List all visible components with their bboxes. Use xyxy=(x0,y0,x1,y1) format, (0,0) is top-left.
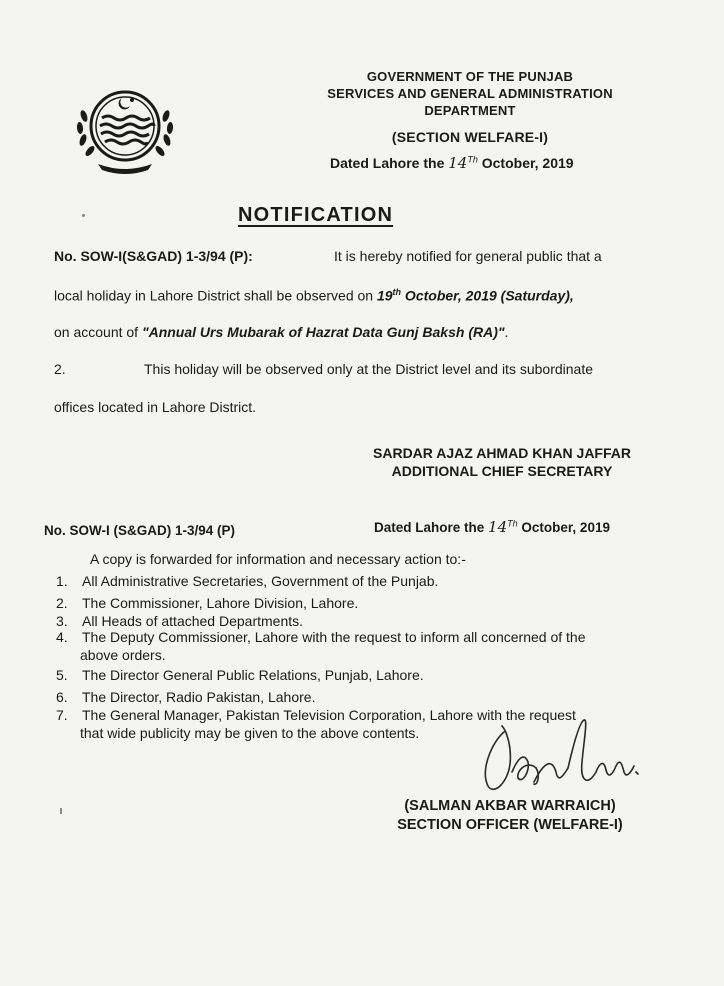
header-line-dept: SERVICES AND GENERAL ADMINISTRATION xyxy=(327,86,613,101)
list-item-number: 1. xyxy=(56,573,68,589)
copy-ref-number: No. SOW-I (S&GAD) 1-3/94 (P) xyxy=(44,523,235,538)
list-item xyxy=(56,595,358,611)
list-item-text: The Director General Public Relations, Punjab, Lahore. xyxy=(82,667,424,683)
handwritten-signature xyxy=(472,712,662,810)
list-item xyxy=(56,689,315,705)
date-day-handwritten: 14 xyxy=(448,154,468,172)
header-line-dept2: DEPARTMENT xyxy=(424,103,516,118)
list-item-number: 6. xyxy=(56,689,68,705)
line3-period: . xyxy=(504,324,509,340)
list-item xyxy=(56,573,438,589)
list-item-text: The Director, Radio Pakistan, Lahore. xyxy=(82,689,316,705)
occasion-name: "Annual Urs Mubarak of Hazrat Data Gunj Baksh (RA)" xyxy=(141,324,505,340)
para2-number: 2. xyxy=(54,361,66,377)
header-date xyxy=(330,154,574,172)
list-item xyxy=(56,613,303,629)
signatory2-title: SECTION OFFICER (WELFARE-I) xyxy=(397,817,623,833)
ref-number: No. SOW-I(S&GAD) 1-3/94 (P): xyxy=(54,248,253,264)
list-item-number: 4. xyxy=(56,629,68,645)
signatory1-name: SARDAR AJAZ AHMAD KHAN JAFFAR xyxy=(373,445,631,461)
para2-line-1: This holiday will be observed only at the District level and its subordinate xyxy=(144,361,594,377)
copy-date-suffix: October, 2019 xyxy=(521,520,610,535)
para2-line-2: offices located in Lahore District. xyxy=(54,399,257,415)
scan-dot xyxy=(82,214,85,217)
line3-text: on account of xyxy=(54,324,142,340)
date-suffix: October, 2019 xyxy=(481,155,574,171)
notification-title: NOTIFICATION xyxy=(238,204,394,226)
header-section: (SECTION WELFARE-I) xyxy=(391,129,549,145)
list-item-number: 3. xyxy=(56,613,68,629)
copy-date-sup: Th xyxy=(507,518,518,529)
list-item-continuation: above orders. xyxy=(80,647,166,663)
list-item-text: The Commissioner, Lahore Division, Lahore. xyxy=(82,595,359,611)
copy-intro: A copy is forwarded for information and necessary action to:- xyxy=(90,551,466,567)
list-item xyxy=(56,667,424,683)
signatory2-name: (SALMAN AKBAR WARRAICH) xyxy=(404,798,616,814)
date-sup: Th xyxy=(467,154,478,165)
list-item-text: The General Manager, Pakistan Television Corporation, Lahore with the request xyxy=(82,707,576,723)
list-item-number: 7. xyxy=(56,707,68,723)
copy-date xyxy=(374,518,610,536)
header-line-govt: GOVERNMENT OF THE PUNJAB xyxy=(366,69,574,84)
punjab-emblem-logo xyxy=(70,78,180,178)
holiday-day-sup: th xyxy=(392,287,402,297)
holiday-day: 19 xyxy=(376,287,393,304)
date-prefix: Dated Lahore the xyxy=(330,155,445,171)
list-item-text: The Deputy Commissioner, Lahore with the request to inform all concerned of the xyxy=(82,629,586,645)
holiday-date: October, 2019 (Saturday), xyxy=(401,287,574,304)
list-item-text: All Administrative Secretaries, Government of the Punjab. xyxy=(82,573,439,589)
copy-date-day-handwritten: 14 xyxy=(488,518,508,536)
notification-line-3 xyxy=(54,324,508,340)
copy-date-prefix: Dated Lahore the xyxy=(374,520,485,535)
list-item-continuation: that wide publicity may be given to the above contents. xyxy=(80,725,420,741)
list-item-number: 5. xyxy=(56,667,68,683)
list-item-text: All Heads of attached Departments. xyxy=(82,613,304,629)
list-item xyxy=(56,629,585,645)
signatory1-title: ADDITIONAL CHIEF SECRETARY xyxy=(391,463,613,479)
list-item-number: 2. xyxy=(56,595,68,611)
scan-mark xyxy=(60,808,62,814)
notification-ref-number xyxy=(54,248,253,264)
notification-line-2 xyxy=(54,287,574,304)
notification-line-1: It is hereby notified for general public that a xyxy=(334,248,602,264)
line2-text: local holiday in Lahore District shall be observed on xyxy=(54,287,377,304)
